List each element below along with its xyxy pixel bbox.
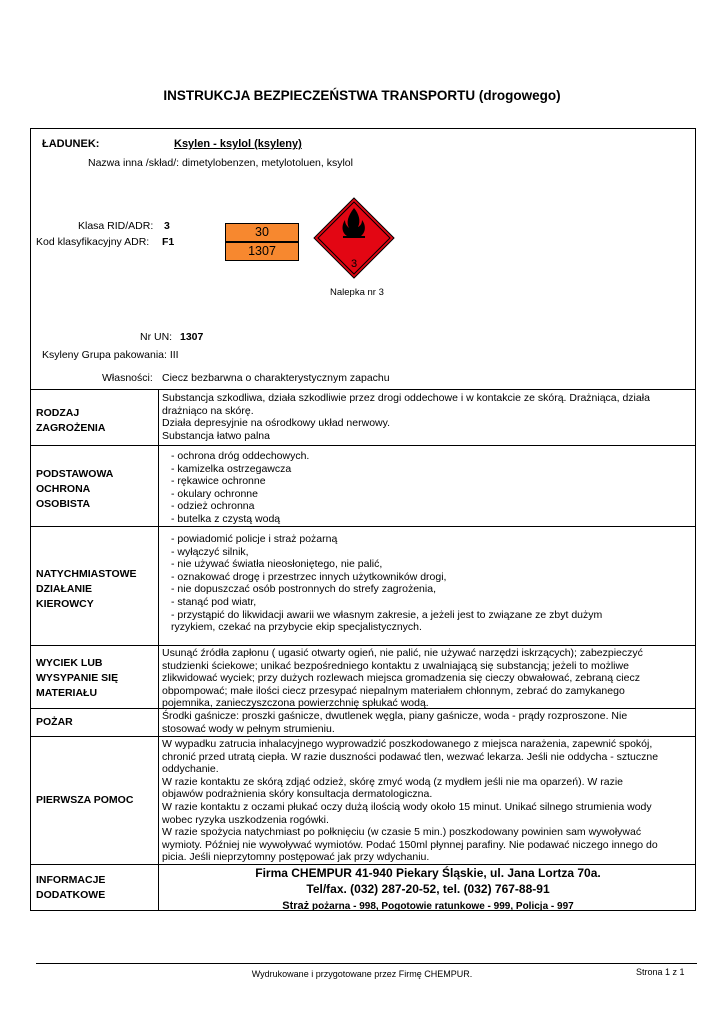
- list-item: - odzież ochronna: [171, 500, 255, 513]
- row-divider: [30, 645, 696, 646]
- page-title: INSTRUKCJA BEZPIECZEŃSTWA TRANSPORTU (drogowego): [163, 88, 561, 103]
- first-aid-label: PIERWSZA POMOC: [36, 794, 134, 806]
- list-item: - butelka z czystą wodą: [171, 512, 281, 525]
- flammable-liquid-diamond-icon: [312, 196, 396, 280]
- other-name-value: dimetylobenzen, metylotoluen, ksylol: [181, 157, 353, 169]
- list-item: - wyłączyć silnik,: [171, 545, 249, 558]
- other-name-label: Nazwa inna /skład/:: [88, 157, 180, 169]
- hazard-label: RODZAJ ZAGROŻENIA: [36, 407, 106, 434]
- properties-value: Ciecz bezbarwna o charakterystycznym zapachu: [162, 372, 390, 384]
- page-number: Strona 1 z 1: [636, 967, 685, 977]
- code-value: F1: [162, 236, 175, 248]
- list-item: - nie dopuszczać osób postronnych do strefy zagrożenia,: [171, 583, 436, 596]
- footer-divider: [36, 963, 697, 964]
- ppe-list: [171, 450, 701, 526]
- code-label: Kod klasyfikacyjny ADR:: [36, 236, 150, 248]
- cargo-label: ŁADUNEK:: [42, 138, 100, 150]
- first-aid-text: W wypadku zatrucia inhalacyjnego wyprowadzić poszkodowanego z miejsca narażenia, zapewnić spokój, chronić przed utratą ciepła. W razie duszności podawać tlen, wezwać lekarza. Jeśli nie oddycha - sztuczne oddychanie. W razie kontaktu ze skórą zdjąć odzież, skórę zmyć wodą (z mydłem jeśli nie ma oparzeń). W razie objawów podrażnienia skóry konsultacja dermatologiczna. W razie kontaktu z oczami płukać oczy dużą ilością wody około 15 minut. Unikać silnego strumienia wody wobec ryzyka uszkodzenia rogówki. W razie spożycia natychmiast po połknięciu (w czasie 5 min.) poszkodowany powinien sam wywoływać wymioty. Później nie wywoływać wymiotów. Podać 150ml płynnej parafiny. Nie podawać niczego innego do picia. Jeśli nieprzytomny postępować jak przy wdychaniu.: [162, 738, 659, 864]
- ppe-label: PODSTAWOWA OCHRONA OSOBISTA: [36, 468, 114, 510]
- list-item: - stanąć pod wiatr,: [171, 595, 257, 608]
- spill-text: Usunąć źródła zapłonu ( ugasić otwarty ogień, nie palić, nie używać narzędzi iskrzących); zabezpieczyć studzienki ściekowe; unikać bezpośredniego kontaktu z uwalniającą się substancją; jeżeli to możliwe zlikwidować wyciek; przy dużych rozlewach miejsca gromadzenia się cieczy obwałować, zebraną ciecz obpompować; małe ilości ciecz przesypać niepalnym materiałem chłonnym, zebrać do zamykanego pojemnika, zanieczyszczona powierzchnię spłukać wodą.: [162, 647, 643, 710]
- list-item: - powiadomić policje i straż pożarną: [171, 533, 338, 545]
- fire-text: Środki gaśnicze: proszki gaśnicze, dwutlenek węgla, piany gaśnicze, woda - prądy rozproszone. Nie stosować wody w pełnym strumieniu.: [162, 710, 628, 735]
- footer-text: Wydrukowane i przygotowane przez Firmę CHEMPUR.: [251, 969, 473, 979]
- orange-plate-un-number: 1307: [225, 242, 299, 261]
- row-divider: [30, 389, 696, 390]
- driver-action-list: [171, 533, 701, 634]
- fire-label: POŻAR: [36, 716, 73, 728]
- list-item: - rękawice ochronne: [171, 475, 266, 488]
- list-item: - kamizelka ostrzegawcza: [171, 462, 292, 475]
- row-divider: [30, 736, 696, 737]
- additional-info-content: [162, 865, 694, 912]
- un-label: Nr UN:: [140, 331, 173, 343]
- list-item: ryzykiem, czekać na przybycie ekip specjalistycznych.: [171, 621, 422, 634]
- diamond-number: 3: [350, 258, 358, 270]
- row-divider: [30, 526, 696, 527]
- cargo-name: Ksylen - ksylol (ksyleny): [174, 138, 302, 150]
- emergency-rest: pożarna - 998, Pogotowie ratunkowe - 999, Policja - 997: [309, 901, 574, 912]
- hazard-text: Substancja szkodliwa, działa szkodliwie przez drogi oddechowe i w kontakcie ze skórą. Drażniąca, działa drażniąco na skórę. Działa depresyjnie na ośrodkowy układ nerwowy. Substancja łatwo palna: [162, 392, 650, 442]
- list-item: - przystąpić do likwidacji awarii we własnym zakresie, a jeżeli jest to związane ze zbyt dużym: [171, 608, 603, 621]
- orange-plate-hazard-number: 30: [225, 223, 299, 242]
- company-phone: Tel/fax. (032) 287-20-52, tel. (032) 767-88-91: [306, 882, 550, 896]
- label-caption: Nalepka nr 3: [330, 287, 384, 298]
- list-item: - nie używać światła nieosłoniętego, nie palić,: [171, 558, 383, 571]
- list-item: - okulary ochronne: [171, 487, 258, 500]
- other-name-row: [88, 157, 353, 169]
- un-value: 1307: [180, 331, 204, 343]
- driver-action-label: NATYCHMIASTOWE DZIAŁANIE KIEROWCY: [36, 568, 137, 610]
- class-value: 3: [164, 220, 170, 232]
- column-divider: [158, 389, 159, 910]
- row-divider: [30, 445, 696, 446]
- emergency-lead: Straż: [282, 900, 310, 912]
- spill-label: WYCIEK LUB WYSYPANIE SIĘ MATERIAŁU: [36, 657, 119, 699]
- list-item: - ochrona dróg oddechowych.: [171, 450, 310, 462]
- company-address: Firma CHEMPUR 41-940 Piekary Śląskie, ul. Jana Lortza 70a.: [255, 866, 601, 880]
- emergency-numbers: [162, 900, 694, 912]
- additional-info-label: INFORMACJE DODATKOWE: [36, 874, 106, 901]
- properties-label: Własności:: [102, 372, 153, 384]
- list-item: - oznakować drogę i przestrzec innych użytkowników drogi,: [171, 570, 447, 583]
- packing-group: Ksyleny Grupa pakowania: III: [42, 349, 179, 361]
- class-label: Klasa RID/ADR:: [78, 220, 154, 232]
